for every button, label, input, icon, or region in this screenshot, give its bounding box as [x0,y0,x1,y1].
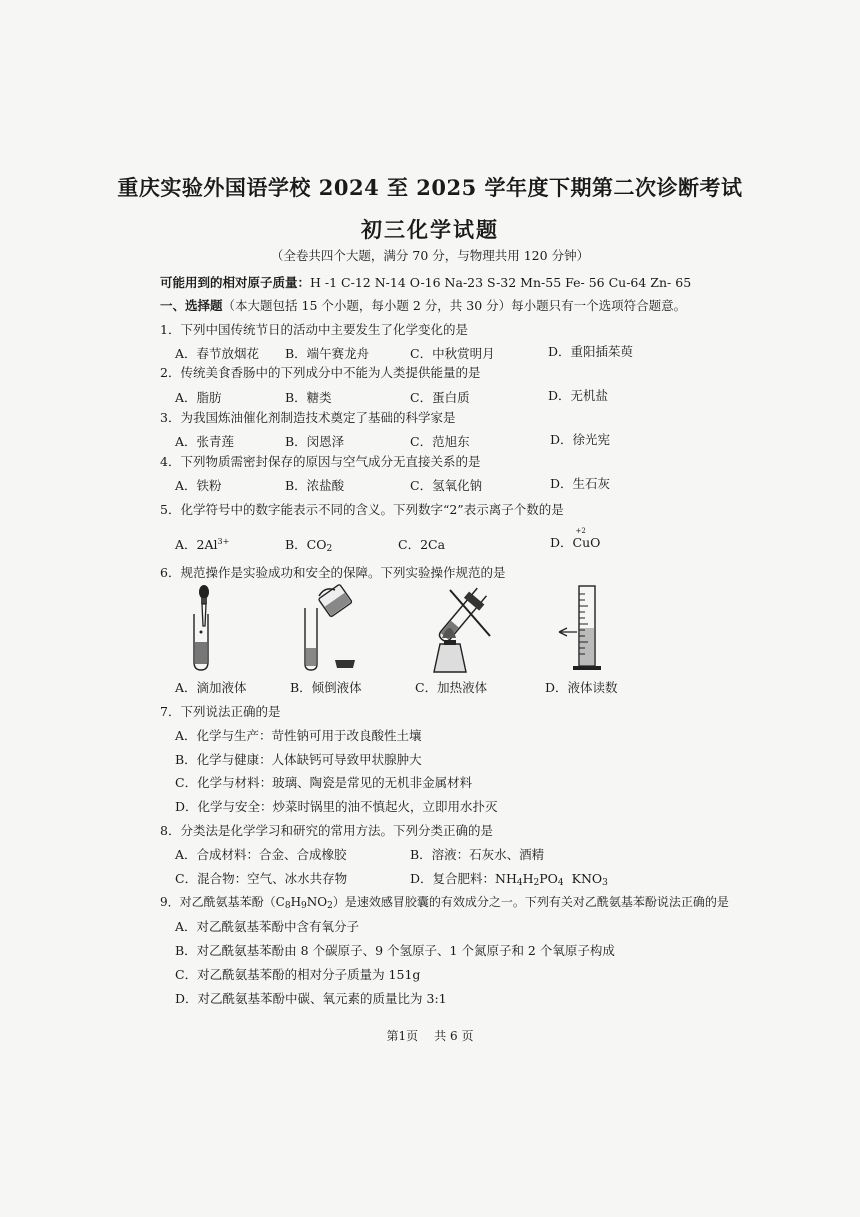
page-total: 共 6 页 [434,1029,474,1043]
q7-option-b: B．化学与健康：人体缺钙可导致甲状腺肿大 [175,752,422,767]
q8-option-c: C．混合物：空气、冰水共存物 [175,871,348,886]
page-footer [0,1027,860,1044]
q3-option-b: B．闵恩泽 [285,434,345,449]
q6-option-b: B．倾倒液体 [290,680,362,695]
question-3: 3．为我国炼油催化剂制造技术奠定了基础的科学家是 [160,410,456,425]
q6-option-c: C．加热液体 [415,680,488,695]
q1-option-b: B．端午赛龙舟 [285,346,370,361]
section-heading [160,296,686,314]
question-9: 9．对乙酰氨基苯酚$(C_8H_9NO_2)$是速效感冒胶囊的有效成分之一。下列有关对乙酰氨基苯酚说法正确的是 [160,895,729,911]
exam-note: （全卷共四个大题，满分 70 分，与物理共用 120 分钟） [270,248,590,263]
figure-pouring-liquid [295,584,365,674]
q8-option-a: A．合成材料：合金、合成橡胶 [175,847,347,862]
q5-option-c: C．2Ca [398,537,446,552]
q4-option-b: B．浓盐酸 [285,478,345,493]
question-5: 5．化学符号中的数字能表示不同的含义。下列数字“2”表示离子个数的是 [160,502,564,517]
q5-option-a: A．$2Al^{3+}$ [175,537,230,552]
question-7: 7．下列说法正确的是 [160,704,281,719]
atomic-masses-values: H -1 C-12 N-14 O-16 Na-23 S-32 Mn-55 Fe- 56 Cu-64 Zn- 65 [310,275,692,290]
q4-option-a: A．铁粉 [175,478,222,493]
q5-option-b: B．$CO_2$ [285,537,333,554]
section-label: 一、选择题 [160,298,223,313]
q7-option-a: A．化学与生产：苛性钠可用于改良酸性土壤 [175,728,422,743]
q7-option-d: D．化学与安全：炒菜时锅里的油不慎起火，立即用水扑灭 [175,799,498,814]
q2-option-b: B．糖类 [285,390,332,405]
q9-option-c: C．对乙酰氨基苯酚的相对分子质量为 151g [175,967,421,982]
exam-subtitle: 初三化学试题 [361,217,499,242]
question-6: 6．规范操作是实验成功和安全的保障。下列实验操作规范的是 [160,565,506,580]
q6-option-d: D．液体读数 [545,680,618,695]
atomic-masses-label: 可能用到的相对原子质量： [160,275,311,290]
q7-option-c: C．化学与材料：玻璃、陶瓷是常见的无机非金属材料 [175,775,473,790]
question-2: 2．传统美食香肠中的下列成分中不能为人类提供能量的是 [160,365,481,380]
q5-oxidation-state: +2 [575,527,586,535]
q1-option-d: D．重阳插茱萸 [548,344,634,359]
q8-option-b: B．溶液：石灰水、酒精 [410,847,545,862]
atomic-masses [160,273,691,291]
q4-option-d: D．生石灰 [550,476,611,491]
q6-option-a: A．滴加液体 [175,680,247,695]
q3-option-d: D．徐光宪 [550,432,611,447]
q4-option-c: C．氢氧化钠 [410,478,483,493]
q9-option-b: B．对乙酰氨基苯酚由 8 个碳原子、9 个氢原子、1 个氮原子和 2 个氧原子构成 [175,943,615,958]
figure-heating-liquid [420,578,500,676]
question-1: 1．下列中国传统节日的活动中主要发生了化学变化的是 [160,322,468,337]
question-8: 8．分类法是化学学习和研究的常用方法。下列分类正确的是 [160,823,493,838]
q3-option-a: A．张青莲 [175,434,235,449]
exam-title: 重庆实验外国语学校 2024 至 2025 学年度下期第二次诊断考试 [117,175,743,200]
q9-option-d: D．对乙酰氨基苯酚中碳、氧元素的质量比为 3:1 [175,991,447,1006]
q5-option-d: D． +2 CuO [550,527,601,550]
section-desc: （本大题包括 15 个小题，每小题 2 分，共 30 分）每小题只有一个选项符合题意。 [222,298,687,313]
q1-option-c: C．中秋赏明月 [410,346,495,361]
page-number: 第1页 [386,1029,419,1043]
q3-option-c: C．范旭东 [410,434,470,449]
q8-option-d: D．复合肥料：$NH_4H_2PO_4$ $KNO_3$ [410,871,608,888]
figure-measuring-cylinder [555,582,615,674]
q2-option-c: C．蛋白质 [410,390,470,405]
q1-option-a: A．春节放烟花 [175,346,260,361]
q2-option-d: D．无机盐 [548,388,609,403]
question-4: 4．下列物质需密封保存的原因与空气成分无直接关系的是 [160,454,481,469]
figure-dropper-test-tube [180,584,230,674]
q2-option-a: A．脂肪 [175,390,222,405]
q9-option-a: A．对乙酰氨基苯酚中含有氧分子 [175,919,360,934]
